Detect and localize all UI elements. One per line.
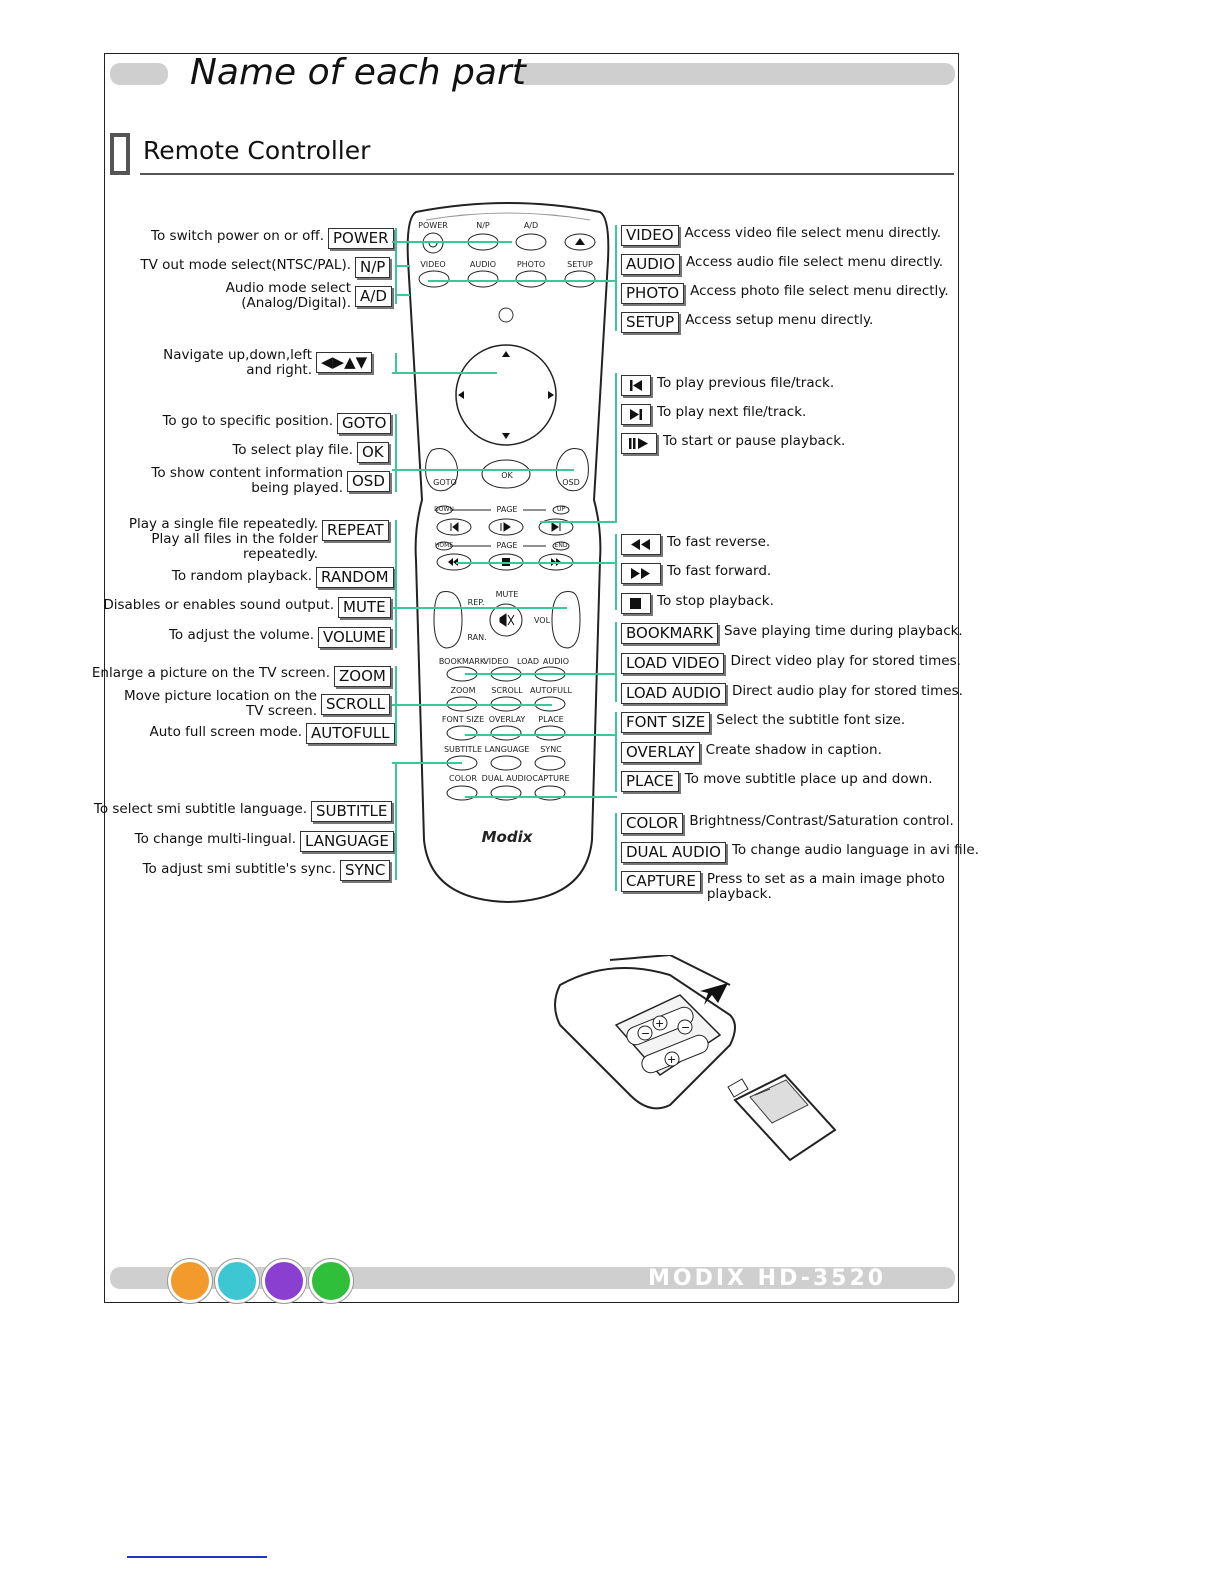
footer-badge-icon (262, 1259, 306, 1303)
callout-label-loadvideo: LOAD VIDEO (621, 653, 724, 674)
svg-text:−: − (641, 1027, 651, 1040)
callout-label-video: VIDEO (621, 225, 679, 246)
callout-desc-line: being played. (251, 480, 343, 496)
callout-desc-line: (Analog/Digital). (241, 295, 351, 311)
remote-label: DUAL AUDIO (481, 774, 533, 783)
callout-desc-random (172, 569, 312, 584)
callout-desc-language (135, 832, 296, 847)
stop-icon (621, 593, 651, 614)
remote-label: SCROLL (491, 686, 523, 695)
callout-label-nav: ◀▶▲▼ (316, 352, 372, 373)
callout-label-volume: VOLUME (318, 627, 391, 648)
leader-line (392, 241, 512, 243)
callout-desc-sync (143, 862, 336, 877)
callout-desc-dualaudio (732, 843, 979, 858)
callout-desc-line: Save playing time during playback. (723, 623, 963, 639)
remote-label: SETUP (567, 260, 593, 269)
remote-label: SYNC (540, 745, 562, 754)
callout-desc-line: To show content information (151, 465, 343, 481)
callout-desc-line: TV screen. (246, 703, 317, 719)
callout-desc-ok (232, 443, 353, 458)
remote-label-end: END (554, 542, 568, 549)
callout-desc-overlay (706, 743, 882, 758)
remote-controller-illustration (396, 200, 620, 910)
page-title: Name of each part (190, 52, 526, 93)
remote-label: COLOR (449, 774, 477, 783)
callout-desc-loadvideo (730, 654, 960, 669)
callout-desc-scroll (124, 689, 317, 719)
callout-label-color: COLOR (621, 813, 683, 834)
callout-desc-loadaudio (732, 684, 963, 699)
callout-desc-zoom (92, 666, 330, 681)
leader-line (395, 265, 410, 267)
callout-label-setup: SETUP (621, 312, 679, 333)
skip-previous-icon (621, 375, 651, 396)
callout-desc-line: To stop playback. (657, 593, 774, 609)
callout-desc-line: Direct video play for stored times. (730, 653, 961, 669)
remote-label: ZOOM (450, 686, 476, 695)
callout-label-repeat: REPEAT (322, 520, 389, 541)
remote-label: PHOTO (516, 260, 546, 269)
remote-label: CAPTURE (532, 774, 570, 783)
fast-reverse-icon (621, 534, 661, 555)
callout-desc-line: repeatedly. (243, 546, 318, 562)
callout-label-power: POWER (328, 228, 394, 249)
callout-desc-line: To fast reverse. (667, 534, 771, 550)
callout-desc-line: To go to specific position. (162, 413, 333, 429)
section-title: Remote Controller (143, 136, 371, 165)
remote-label: AUDIO (469, 260, 497, 269)
callout-label-sync: SYNC (340, 860, 390, 881)
callout-label-place: PLACE (621, 771, 679, 792)
callout-desc-line: To adjust smi subtitle's sync. (142, 861, 336, 877)
callout-label-ad: A/D (355, 286, 392, 307)
callout-desc-line: Direct audio play for stored times. (731, 683, 963, 699)
callout-desc-line: TV out mode select(NTSC/PAL). (140, 257, 351, 273)
callout-label-zoom: ZOOM (334, 666, 391, 687)
section-rule (140, 173, 954, 175)
callout-desc-line: To adjust the volume. (168, 627, 314, 643)
callout-desc-rew (667, 535, 770, 550)
callout-desc-line: and right. (246, 362, 312, 378)
leader-line (615, 813, 617, 891)
callout-label-audio: AUDIO (621, 254, 680, 275)
leader-line (465, 673, 617, 675)
remote-label: VIDEO (483, 657, 509, 666)
leader-line (395, 520, 397, 648)
callout-desc-power (151, 229, 324, 244)
remote-label-home: HOME (434, 542, 454, 549)
callout-desc-place (685, 772, 933, 787)
leader-line (392, 704, 552, 706)
remote-label: OVERLAY (488, 715, 526, 724)
callout-label-random: RANDOM (316, 567, 394, 588)
callout-desc-line: To select play file. (232, 442, 353, 458)
callout-desc-goto (162, 414, 333, 429)
callout-desc-mute (103, 598, 334, 613)
leader-line (615, 622, 617, 702)
callout-desc-line: To move subtitle place up and down. (684, 771, 933, 787)
callout-desc-np (140, 258, 351, 273)
remote-label-page: PAGE (496, 505, 518, 514)
leader-line (615, 373, 617, 523)
callout-desc-line: To change multi-lingual. (134, 831, 296, 847)
callout-desc-line: To play previous file/track. (657, 375, 835, 391)
callout-label-goto: GOTO (337, 413, 391, 434)
remote-label-page: PAGE (496, 541, 518, 550)
callout-label-np: N/P (355, 257, 390, 278)
callout-desc-line: Play a single file repeatedly. (128, 516, 318, 532)
callout-label-language: LANGUAGE (300, 831, 394, 852)
callout-desc-volume (169, 628, 314, 643)
leader-line (456, 562, 616, 564)
remote-label-mute: MUTE (495, 590, 519, 599)
svg-text:−: − (681, 1021, 691, 1034)
callout-desc-line: Create shadow in caption. (705, 742, 882, 758)
callout-desc-video (685, 226, 942, 241)
callout-label-scroll: SCROLL (321, 694, 390, 715)
remote-label-ok: OK (501, 471, 513, 480)
remote-label: PLACE (538, 715, 564, 724)
callout-desc-line: Move picture location on the (123, 688, 317, 704)
remote-label: BOOKMARK (438, 657, 486, 666)
leader-line (392, 607, 567, 609)
leader-line (615, 534, 617, 610)
callout-desc-osd (151, 466, 343, 496)
callout-desc-line: To random playback. (171, 568, 312, 584)
leader-line (392, 762, 462, 764)
callout-desc-line: Access audio file select menu directly. (686, 254, 944, 270)
leader-line (395, 353, 397, 373)
callout-label-bookmark: BOOKMARK (621, 623, 718, 644)
callout-label-dualaudio: DUAL AUDIO (621, 842, 726, 863)
leader-line (395, 294, 410, 296)
remote-label: POWER (418, 221, 448, 230)
remote-label: AUDIO (542, 657, 570, 666)
remote-label: VIDEO (420, 260, 446, 269)
callout-label-loadaudio: LOAD AUDIO (621, 683, 726, 704)
callout-desc-capture (707, 872, 945, 902)
callout-desc-prev (657, 376, 834, 391)
remote-label-up: UP (556, 506, 566, 513)
callout-label-capture: CAPTURE (621, 871, 701, 892)
callout-desc-stop (657, 594, 774, 609)
remote-label-ran: RAN. (467, 633, 487, 642)
leader-line (615, 712, 617, 792)
callout-desc-line: Enlarge a picture on the TV screen. (91, 665, 330, 681)
bottom-link-underline (127, 1556, 267, 1558)
leader-line (465, 734, 617, 736)
skip-next-icon (621, 404, 651, 425)
callout-desc-autofull (150, 725, 302, 740)
callout-desc-next (657, 405, 806, 420)
callout-desc-bookmark (724, 624, 963, 639)
callout-desc-ffw (667, 564, 771, 579)
footer-badge-icon (309, 1259, 353, 1303)
callout-desc-line: playback. (706, 886, 772, 902)
leader-line (615, 225, 617, 331)
battery-installation-illustration (550, 955, 850, 1170)
callout-desc-line: Auto full screen mode. (149, 724, 302, 740)
leader-line (465, 796, 617, 798)
leader-line (540, 521, 616, 523)
header-bar-left (110, 63, 168, 85)
callout-desc-line: To select smi subtitle language. (93, 801, 307, 817)
callout-desc-ad (226, 281, 351, 311)
callout-desc-setup (685, 313, 873, 328)
callout-desc-line: Press to set as a main image photo (706, 871, 945, 887)
remote-label: AUTOFULL (530, 686, 572, 695)
remote-label-goto: GOTO (433, 478, 457, 487)
callout-label-overlay: OVERLAY (621, 742, 700, 763)
svg-text:+: + (655, 1017, 665, 1030)
callout-desc-line: To change audio language in avi file. (731, 842, 980, 858)
callout-desc-line: To switch power on or off. (151, 228, 324, 244)
callout-desc-nav (163, 348, 312, 378)
header-bar-right (515, 63, 955, 85)
remote-logo: Modix (481, 828, 533, 846)
callout-desc-subtitle (94, 802, 307, 817)
callout-desc-line: To start or pause playback. (663, 433, 846, 449)
callout-label-fontsize: FONT SIZE (621, 712, 710, 733)
remote-label-osd: OSD (562, 478, 580, 487)
callout-desc-color (689, 814, 953, 829)
callout-desc-photo (690, 284, 949, 299)
remote-label: LANGUAGE (484, 745, 530, 754)
callout-desc-line: Navigate up,down,left (163, 347, 312, 363)
remote-label: A/D (523, 221, 539, 230)
callout-label-photo: PHOTO (621, 283, 684, 304)
svg-text:+: + (667, 1053, 677, 1066)
remote-label-vol: VOL (533, 616, 551, 625)
leader-line (395, 762, 397, 880)
leader-line (428, 280, 616, 282)
callout-desc-line: Access setup menu directly. (685, 312, 874, 328)
callout-desc-fontsize (716, 713, 905, 728)
remote-label: N/P (476, 221, 490, 230)
callout-desc-line: Brightness/Contrast/Saturation control. (689, 813, 954, 829)
callout-label-osd: OSD (347, 471, 390, 492)
remote-label: FONT SIZE (441, 715, 485, 724)
callout-label-mute: MUTE (338, 597, 391, 618)
leader-line (395, 414, 397, 492)
play-pause-icon (621, 433, 657, 454)
leader-line (392, 469, 574, 471)
callout-label-subtitle: SUBTITLE (311, 801, 392, 822)
callout-label-autofull: AUTOFULL (306, 723, 395, 744)
callout-desc-line: Access photo file select menu directly. (690, 283, 949, 299)
callout-label-ok: OK (357, 442, 389, 463)
callout-desc-line: To fast forward. (667, 563, 772, 579)
callout-desc-line: To play next file/track. (657, 404, 807, 420)
fast-forward-icon (621, 563, 661, 584)
callout-desc-line: Disables or enables sound output. (103, 597, 334, 613)
leader-line (392, 372, 497, 374)
footer-badge-icon (168, 1259, 212, 1303)
callout-desc-line: Access video file select menu directly. (684, 225, 942, 241)
callout-desc-line: Play all files in the folder (151, 531, 318, 547)
callout-desc-repeat (129, 517, 318, 562)
section-marker (110, 133, 130, 175)
brand-logo: MODIX HD-3520 (648, 1266, 887, 1291)
remote-label-down: DOWN (434, 506, 454, 513)
callout-desc-line: Audio mode select (225, 280, 351, 296)
remote-label: SUBTITLE (443, 745, 483, 754)
footer-badge-icon (215, 1259, 259, 1303)
callout-desc-playpause (663, 434, 845, 449)
callout-desc-line: Select the subtitle font size. (716, 712, 906, 728)
callout-desc-audio (686, 255, 943, 270)
remote-label-rep: REP. (467, 598, 485, 607)
remote-label: LOAD (517, 657, 539, 666)
